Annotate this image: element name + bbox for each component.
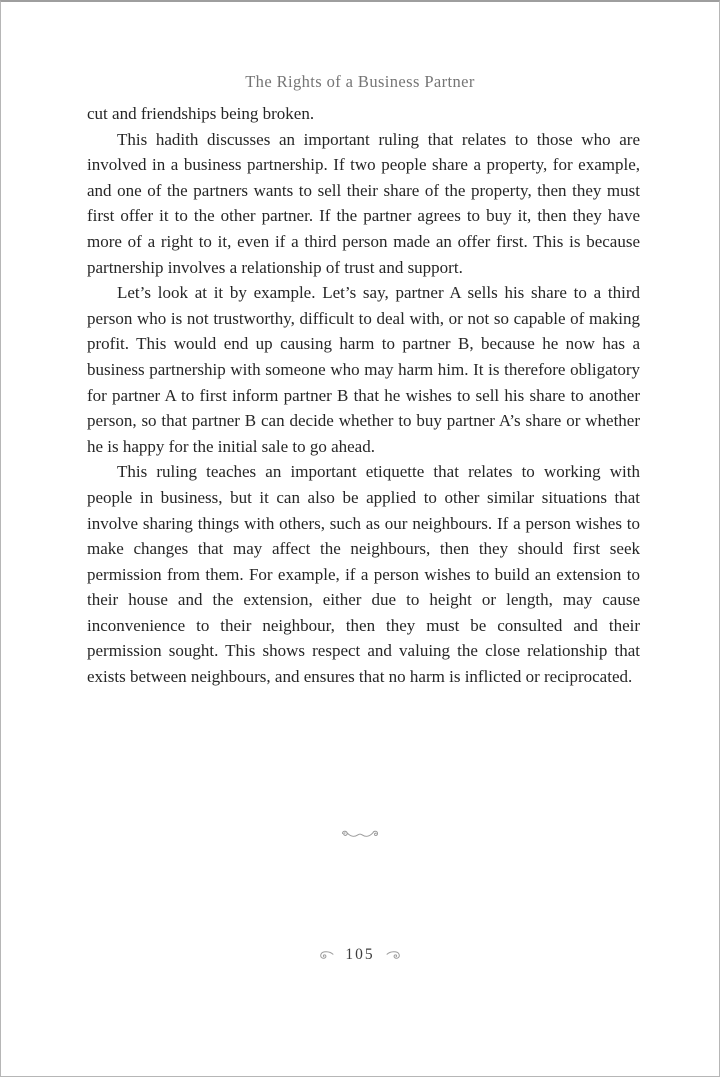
- paragraph: This hadith discusses an important ruling that relates to those who are involved in a business partnership. If two people share a property, for example, and one of the partners wants to sell their share of the property, then they must first offer it to the other partner. If the partner agrees to buy it, then they have more of a right to it, even if a third person made an offer first. This is because partnership involves a relationship of trust and support.: [87, 129, 640, 277]
- page-footer: [1, 946, 719, 964]
- running-header-title: The Rights of a Business Partner: [245, 72, 475, 91]
- paragraph: This ruling teaches an important etiquette that relates to working with people in business, but it can also be applied to other similar situations that involve sharing things with others, such as our neighbours. If a person wishes to make changes that may affect the neighbours, then they should first seek permission from them. For example, if a person wishes to build an extension to their house and the extension, either due to height or length, may cause inconvenience to their neighbour, then they must be consulted and their permission sought. This shows respect and valuing the close relationship that exists between neighbours, and ensures that no harm is inflicted or reciprocated.: [87, 462, 640, 687]
- folio-ornament-left-icon: [318, 950, 334, 960]
- folio-ornament-right-icon: [386, 950, 402, 960]
- paragraph-continuation: cut and friendships being broken.: [87, 104, 315, 123]
- flourish-divider-icon: [339, 825, 381, 842]
- paragraph: Let’s look at it by example. Let’s say, partner A sells his share to a third person who is not trustworthy, difficult to deal with, or not so capable of making profit. This would end up causing harm to partner B, because he now has a business partnership with someone who may harm him. It is therefore obligatory for partner A to first inform partner B that he wishes to sell his share to another person, so that partner B can decide whether to buy partner A’s share or whether he is happy for the initial sale to go ahead.: [87, 283, 640, 456]
- section-divider-ornament: [1, 825, 719, 843]
- body-text: [87, 101, 640, 690]
- page-number: 105: [345, 946, 375, 963]
